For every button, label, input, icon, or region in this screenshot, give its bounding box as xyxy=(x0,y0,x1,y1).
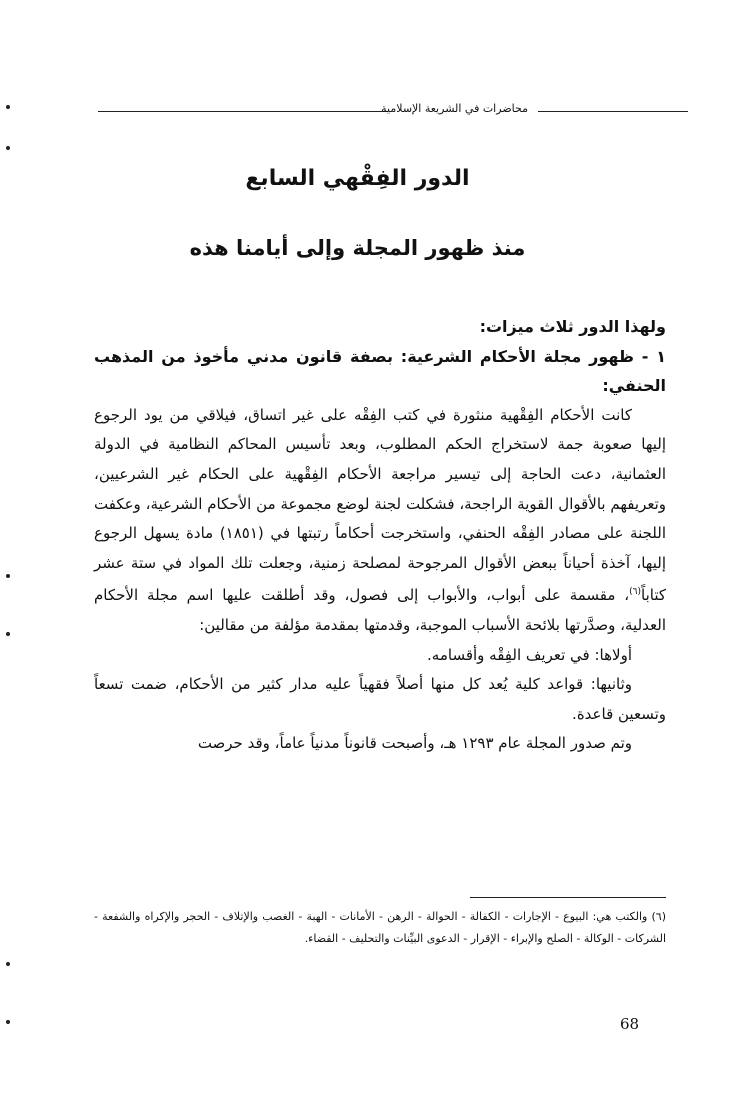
last-line: وتم صدور المجلة عام ١٢٩٣ هـ، وأصبحت قانوناً مدنياً عاماً، وقد حرصت xyxy=(197,734,632,753)
running-title: محاضرات في الشريعة الإسلامية xyxy=(381,102,528,115)
margin-mark xyxy=(6,962,10,966)
page-number: 68 xyxy=(620,1015,640,1033)
running-header xyxy=(98,102,688,120)
margin-mark xyxy=(6,105,10,109)
header-rule-right xyxy=(538,111,688,112)
margin-mark xyxy=(6,146,10,150)
paragraph-text-continued: ، مقسمة على أبواب، والأبواب إلى فصول، وقد أطلقت عليها اسم مجلة الأحكام العدلية، وصدَّرتها بلائحة الأسباب الموجبة، وقدمتها بمقدمة مؤلفة من مقالين: xyxy=(94,586,666,634)
footnote-rule xyxy=(470,897,666,898)
header-rule-left xyxy=(98,111,388,112)
margin-mark xyxy=(6,574,10,578)
chapter-title: الدور الفِقْهي السابع xyxy=(245,166,470,191)
margin-mark xyxy=(6,1020,10,1024)
second-item: وثانيها: قواعد كلية يُعد كل منها أصلاً فقهياً عليه مدار كثير من الأحكام، ضمت تسعاً وتسعين قاعدة. xyxy=(94,675,666,723)
chapter-subtitle: منذ ظهور المجلة وإلى أيامنا هذه xyxy=(189,236,526,260)
intro-line: ولهذا الدور ثلاث ميزات: xyxy=(479,317,666,336)
paragraph-text: كانت الأحكام الفِقْهية منثورة في كتب الفِقْه على غير اتساق، فيلاقي من يود الرجوع إليها صعوبة جمة لاستخراج الحكم المطلوب، وبعد تأسيس المحاكم النظامية في الدولة العثمانية، دعت الحاجة إلى تيسير مراجعة الأحكام الفِقْهية على الحكام غير الشرعيين، وتعريفهم بالأقوال القوية الراجحة، فشكلت لجنة لوضع مجموعة من الأحكام الشرعية، وعكفت اللجنة على مصادر الفِقْه الحنفي، واستخرجت أحكاماً رتبتها في (١٨٥١) مادة يسهل الرجوع إليها، آخذة أحياناً ببعض الأقوال المرجوحة لمصلحة زمنية، وجعلت تلك المواد في ستة عشر كتاباً xyxy=(94,405,666,605)
main-paragraph xyxy=(94,401,666,641)
footnote: (٦) والكتب هي: البيوع - الإجارات - الكفالة - الحوالة - الرهن - الأمانات - الهبة - الغصب والإتلاف - الحجر والإكراه والشفعة - الشركات - الوكالة - الصلح والإبراء - الإقرار - الدعوى البيِّنات والتحليف - القضاء. xyxy=(94,910,666,945)
footnote-ref: (٦) xyxy=(629,587,642,598)
body-text xyxy=(94,312,666,759)
margin-mark xyxy=(6,632,10,636)
point-heading: ١ - ظهور مجلة الأحكام الشرعية: بصفة قانون مدني مأخوذ من المذهب الحنفي: xyxy=(94,346,666,396)
first-item: أولاها: في تعريف الفِقْه وأقسامه. xyxy=(427,645,632,664)
